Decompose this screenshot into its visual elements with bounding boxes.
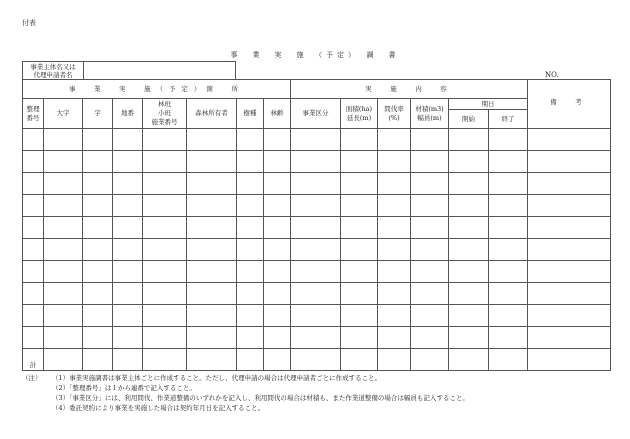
table-cell[interactable] bbox=[264, 129, 291, 151]
table-cell[interactable] bbox=[264, 283, 291, 305]
table-cell[interactable] bbox=[489, 239, 528, 261]
table-cell[interactable] bbox=[411, 327, 449, 349]
table-cell[interactable] bbox=[411, 129, 449, 151]
table-cell[interactable] bbox=[341, 349, 378, 371]
col-owner: 森林所有者 bbox=[187, 99, 237, 129]
table-cell[interactable] bbox=[23, 261, 44, 283]
table-row bbox=[23, 217, 611, 239]
table-cell[interactable] bbox=[237, 261, 264, 283]
col-seiri: 整理 番号 bbox=[23, 99, 44, 129]
col-period: 期日 bbox=[449, 99, 528, 110]
table-cell[interactable] bbox=[341, 151, 378, 173]
table-row bbox=[23, 327, 611, 349]
note-item: （4）委託契約により事業を実施した場合は契約年月日を記入すること。 bbox=[52, 404, 265, 412]
table-cell[interactable] bbox=[291, 239, 341, 261]
table-cell[interactable] bbox=[528, 217, 611, 239]
table-cell[interactable] bbox=[528, 327, 611, 349]
table-cell[interactable] bbox=[83, 349, 113, 371]
table-cell[interactable] bbox=[449, 195, 489, 217]
table-cell[interactable] bbox=[341, 305, 378, 327]
table-cell[interactable] bbox=[187, 261, 237, 283]
table-cell[interactable] bbox=[44, 283, 83, 305]
col-end: 終了 bbox=[489, 110, 528, 129]
table-cell[interactable] bbox=[264, 195, 291, 217]
table-cell[interactable] bbox=[378, 151, 411, 173]
table-cell[interactable] bbox=[237, 217, 264, 239]
table-cell[interactable] bbox=[489, 283, 528, 305]
col-category: 事業区分 bbox=[291, 99, 341, 129]
table-cell[interactable] bbox=[44, 305, 83, 327]
table-cell[interactable] bbox=[489, 173, 528, 195]
table-cell[interactable] bbox=[237, 151, 264, 173]
table-cell[interactable] bbox=[449, 349, 489, 371]
table-cell[interactable] bbox=[187, 217, 237, 239]
table-cell[interactable] bbox=[291, 327, 341, 349]
table-cell[interactable] bbox=[187, 195, 237, 217]
attachment-label: 付表 bbox=[22, 19, 36, 27]
table-cell[interactable] bbox=[411, 349, 449, 371]
table-row bbox=[23, 283, 611, 305]
table-cell[interactable] bbox=[449, 283, 489, 305]
table-cell[interactable] bbox=[528, 261, 611, 283]
table-cell[interactable] bbox=[83, 261, 113, 283]
table-cell[interactable] bbox=[113, 349, 143, 371]
table-cell[interactable] bbox=[143, 129, 187, 151]
table-cell[interactable] bbox=[378, 327, 411, 349]
table-cell[interactable] bbox=[378, 195, 411, 217]
table-cell[interactable] bbox=[44, 261, 83, 283]
table-cell[interactable] bbox=[449, 173, 489, 195]
table-cell[interactable] bbox=[113, 327, 143, 349]
col-aza: 字 bbox=[83, 99, 113, 129]
table-cell[interactable] bbox=[341, 261, 378, 283]
table-cell[interactable] bbox=[143, 217, 187, 239]
table-cell[interactable] bbox=[489, 305, 528, 327]
table-cell[interactable] bbox=[341, 239, 378, 261]
table-cell[interactable] bbox=[489, 129, 528, 151]
table-cell[interactable] bbox=[411, 283, 449, 305]
col-rinpan: 林班 小班 施業番号 bbox=[143, 99, 187, 129]
table-cell[interactable] bbox=[23, 151, 44, 173]
table-cell[interactable] bbox=[449, 151, 489, 173]
table-cell[interactable] bbox=[143, 239, 187, 261]
col-chiban: 地番 bbox=[113, 99, 143, 129]
table-cell[interactable] bbox=[143, 305, 187, 327]
table-cell[interactable] bbox=[411, 217, 449, 239]
table-cell[interactable] bbox=[264, 217, 291, 239]
table-cell[interactable] bbox=[489, 261, 528, 283]
table-cell[interactable] bbox=[341, 283, 378, 305]
survey-table bbox=[22, 79, 611, 371]
table-cell[interactable] bbox=[528, 129, 611, 151]
table-cell[interactable] bbox=[187, 151, 237, 173]
table-cell[interactable] bbox=[378, 283, 411, 305]
table-cell[interactable] bbox=[83, 327, 113, 349]
table-cell[interactable] bbox=[528, 195, 611, 217]
table-cell[interactable] bbox=[187, 239, 237, 261]
table-cell[interactable] bbox=[187, 129, 237, 151]
table-cell[interactable] bbox=[378, 261, 411, 283]
table-cell[interactable] bbox=[489, 151, 528, 173]
table-cell[interactable] bbox=[113, 239, 143, 261]
table-cell[interactable] bbox=[237, 173, 264, 195]
table-cell[interactable] bbox=[113, 151, 143, 173]
col-species: 樹種 bbox=[237, 99, 264, 129]
form-title: 事 業 実 施 （予定） 調 書 bbox=[230, 51, 400, 59]
note-item: （2）「整理番号」は１から連番で記入すること。 bbox=[52, 384, 196, 392]
table-row bbox=[23, 305, 611, 327]
col-thinning: 間伐率 (%) bbox=[378, 99, 411, 129]
table-cell[interactable] bbox=[449, 129, 489, 151]
table-cell[interactable] bbox=[113, 283, 143, 305]
table-cell[interactable] bbox=[291, 305, 341, 327]
table-cell[interactable] bbox=[23, 129, 44, 151]
applicant-label-line1: 事業主体名又は bbox=[30, 63, 76, 71]
table-cell[interactable] bbox=[187, 305, 237, 327]
table-cell[interactable] bbox=[237, 129, 264, 151]
total-row bbox=[23, 349, 611, 371]
table-cell[interactable] bbox=[187, 283, 237, 305]
table-cell[interactable] bbox=[83, 239, 113, 261]
table-cell[interactable] bbox=[378, 129, 411, 151]
table-cell[interactable] bbox=[44, 327, 83, 349]
table-cell[interactable] bbox=[449, 261, 489, 283]
table-cell[interactable] bbox=[23, 239, 44, 261]
table-cell[interactable] bbox=[489, 217, 528, 239]
table-cell[interactable] bbox=[237, 327, 264, 349]
table-cell[interactable] bbox=[237, 305, 264, 327]
table-cell[interactable] bbox=[237, 349, 264, 371]
table-cell[interactable] bbox=[411, 151, 449, 173]
table-cell[interactable] bbox=[143, 283, 187, 305]
table-cell[interactable] bbox=[449, 217, 489, 239]
table-cell[interactable] bbox=[411, 173, 449, 195]
table-cell[interactable] bbox=[187, 173, 237, 195]
table-cell[interactable] bbox=[528, 151, 611, 173]
table-cell[interactable] bbox=[113, 129, 143, 151]
table-cell[interactable] bbox=[378, 217, 411, 239]
table-cell[interactable] bbox=[83, 173, 113, 195]
table-cell[interactable] bbox=[264, 327, 291, 349]
table-cell[interactable] bbox=[378, 305, 411, 327]
table-cell[interactable] bbox=[411, 195, 449, 217]
table-cell[interactable] bbox=[449, 239, 489, 261]
table-row bbox=[23, 151, 611, 173]
table-cell[interactable] bbox=[449, 327, 489, 349]
col-oaza: 大字 bbox=[44, 99, 83, 129]
table-cell[interactable] bbox=[291, 283, 341, 305]
applicant-input[interactable] bbox=[84, 62, 235, 79]
table-cell[interactable] bbox=[264, 151, 291, 173]
notes-head: （注） bbox=[22, 374, 42, 382]
table-cell[interactable] bbox=[528, 305, 611, 327]
applicant-label bbox=[23, 62, 84, 79]
table-cell[interactable] bbox=[44, 129, 83, 151]
table-cell[interactable] bbox=[264, 349, 291, 371]
table-cell[interactable] bbox=[143, 151, 187, 173]
table-cell[interactable] bbox=[143, 261, 187, 283]
table-row bbox=[23, 173, 611, 195]
table-cell[interactable] bbox=[23, 283, 44, 305]
table-cell[interactable] bbox=[291, 261, 341, 283]
note-item: （3）「事業区分」には、利用間伐、作業道整備のいずれかを記入し、利用間伐の場合は材積も、また作業道整備の場合は幅員も記入すること。 bbox=[52, 394, 469, 402]
table-cell[interactable] bbox=[528, 349, 611, 371]
table-cell[interactable] bbox=[489, 327, 528, 349]
col-age: 林齢 bbox=[264, 99, 291, 129]
table-cell[interactable] bbox=[44, 173, 83, 195]
table-cell[interactable] bbox=[44, 217, 83, 239]
table-cell[interactable] bbox=[113, 195, 143, 217]
remarks-header: 備 考 bbox=[528, 80, 611, 129]
col-area: 面積(ha) 延長(m) bbox=[341, 99, 378, 129]
table-cell[interactable] bbox=[237, 283, 264, 305]
table-cell[interactable] bbox=[44, 151, 83, 173]
table-cell[interactable] bbox=[187, 327, 237, 349]
table-cell[interactable] bbox=[341, 327, 378, 349]
table-cell[interactable] bbox=[83, 129, 113, 151]
table-cell[interactable] bbox=[23, 195, 44, 217]
table-cell[interactable] bbox=[83, 283, 113, 305]
table-cell[interactable] bbox=[291, 217, 341, 239]
table-cell[interactable] bbox=[23, 217, 44, 239]
table-cell[interactable] bbox=[23, 173, 44, 195]
table-cell[interactable] bbox=[341, 217, 378, 239]
table-row bbox=[23, 261, 611, 283]
table-cell[interactable] bbox=[264, 261, 291, 283]
applicant-field bbox=[22, 61, 236, 79]
table-cell[interactable] bbox=[23, 305, 44, 327]
table-cell[interactable] bbox=[83, 151, 113, 173]
table-cell[interactable] bbox=[237, 239, 264, 261]
table-cell[interactable] bbox=[237, 195, 264, 217]
table-cell[interactable] bbox=[264, 239, 291, 261]
table-cell[interactable] bbox=[291, 349, 341, 371]
total-label: 計 bbox=[23, 349, 44, 371]
table-cell[interactable] bbox=[378, 239, 411, 261]
table-cell[interactable] bbox=[449, 305, 489, 327]
table-cell[interactable] bbox=[113, 217, 143, 239]
table-cell[interactable] bbox=[411, 261, 449, 283]
table-cell[interactable] bbox=[83, 217, 113, 239]
table-cell[interactable] bbox=[528, 283, 611, 305]
table-cell[interactable] bbox=[113, 305, 143, 327]
table-cell[interactable] bbox=[113, 173, 143, 195]
table-cell[interactable] bbox=[44, 349, 83, 371]
table-cell[interactable] bbox=[378, 349, 411, 371]
table-cell[interactable] bbox=[291, 129, 341, 151]
col-start: 開始 bbox=[449, 110, 489, 129]
table-cell[interactable] bbox=[83, 305, 113, 327]
table-cell[interactable] bbox=[44, 239, 83, 261]
table-cell[interactable] bbox=[187, 349, 237, 371]
table-cell[interactable] bbox=[264, 305, 291, 327]
col-volume: 材積(m3) 幅員(m) bbox=[411, 99, 449, 129]
table-cell[interactable] bbox=[411, 305, 449, 327]
note-item: （1）事業実施調書は事業主体ごとに作成すること。ただし、代理申請の場合は代理申請者ごとに作成すること。 bbox=[52, 374, 382, 382]
table-cell[interactable] bbox=[528, 173, 611, 195]
table-cell[interactable] bbox=[143, 349, 187, 371]
section-location: 事 業 実 施（予定）箇 所 bbox=[23, 80, 291, 99]
table-cell[interactable] bbox=[264, 173, 291, 195]
section-content: 実 施 内 容 bbox=[291, 80, 528, 99]
table-row bbox=[23, 129, 611, 151]
table-cell[interactable] bbox=[83, 195, 113, 217]
notes bbox=[22, 373, 469, 413]
table-cell[interactable] bbox=[23, 327, 44, 349]
table-cell[interactable] bbox=[143, 195, 187, 217]
table-cell[interactable] bbox=[291, 151, 341, 173]
table-cell[interactable] bbox=[143, 327, 187, 349]
table-cell[interactable] bbox=[113, 261, 143, 283]
table-cell[interactable] bbox=[378, 173, 411, 195]
table-row bbox=[23, 195, 611, 217]
table-cell[interactable] bbox=[143, 173, 187, 195]
table-cell[interactable] bbox=[341, 173, 378, 195]
table-cell[interactable] bbox=[489, 195, 528, 217]
table-row bbox=[23, 239, 611, 261]
table-cell[interactable] bbox=[44, 195, 83, 217]
table-cell[interactable] bbox=[489, 349, 528, 371]
table-cell[interactable] bbox=[291, 195, 341, 217]
table-cell[interactable] bbox=[291, 173, 341, 195]
applicant-label-line2: 代理申請者名 bbox=[33, 71, 73, 79]
table-cell[interactable] bbox=[341, 129, 378, 151]
table-cell[interactable] bbox=[411, 239, 449, 261]
table-cell[interactable] bbox=[341, 195, 378, 217]
table-cell[interactable] bbox=[528, 239, 611, 261]
number-label: NO. bbox=[545, 71, 559, 79]
